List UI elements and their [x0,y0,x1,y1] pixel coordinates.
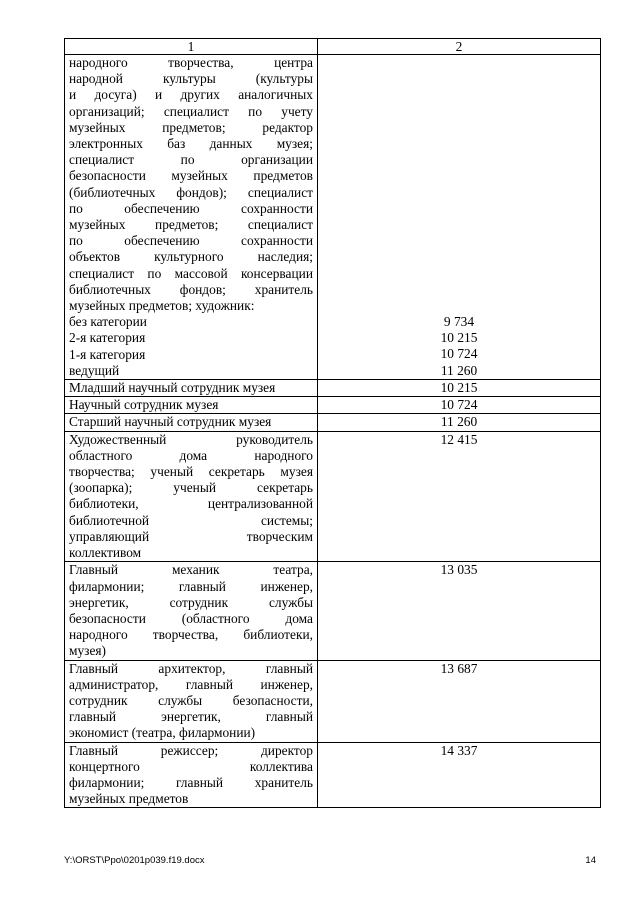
salary-value: 12 415 [440,431,478,447]
category-label: 2-я категория [69,330,146,346]
salary-spacer [322,168,596,184]
position-text-line: безопасности (областного дома [69,610,313,626]
position-text-line: электронных баз данных музея; [69,136,313,152]
position-text-line: главный энергетик, главный [69,709,313,725]
salary-value: 10 215 [440,380,478,396]
position-text-line: Главный механик театра, [69,562,313,578]
position-text-line: энергетик, сотрудник службы [69,594,313,610]
salary-cell [318,431,601,562]
table-row [65,660,601,742]
salary-cell [318,397,601,414]
position-text-line: сотрудник службы безопасности, [69,692,313,708]
salary-value: 13 687 [440,660,478,676]
position-text-line: специалист по массовой консервации [69,265,313,281]
salary-value: 11 260 [440,414,478,430]
salary-cell [318,742,601,808]
position-cell [65,414,318,431]
salary-spacer [322,136,596,152]
salary-spacer [322,55,596,71]
salary-cell [318,562,601,660]
position-text-line: творчества; ученый секретарь музея [69,464,313,480]
position-cell [65,742,318,808]
table-header-row [65,39,601,55]
salary-spacer [322,120,596,136]
position-text-line: коллективом [69,545,142,561]
salary-spacer [322,152,596,168]
position-cell [65,660,318,742]
position-text-line: библиотечных фондов; хранитель [69,281,313,297]
header-col-2: 2 [318,39,601,55]
position-text-line: Художественный руководитель [69,431,313,447]
salary-spacer [322,104,596,120]
salary-value: 10 724 [440,397,478,413]
salary-spacer [322,282,596,298]
salary-spacer [322,201,596,217]
position-text-line: музейных предметов [69,791,189,807]
salary-spacer [322,298,596,314]
category-salary: 9 734 [443,314,475,329]
position-text-line: по обеспечению сохранности [69,200,313,216]
position-text-line: (библиотечных фондов); специалист [69,184,313,200]
position-text-line: музейных предметов; редактор [69,119,313,135]
table-row [65,414,601,431]
position-text-line: музейных предметов; художник: [69,298,255,314]
position-text-line: музейных предметов; специалист [69,217,313,233]
salary-table [64,38,601,808]
salary-spacer [322,249,596,265]
header-col-1: 1 [65,39,318,55]
category-label: без категории [69,314,147,330]
category-salary: 10 724 [440,346,478,362]
position-text-line: библиотечной системы; [69,512,313,528]
position-text-line: (зоопарка); ученый секретарь [69,480,313,496]
position-text-line: народного творчества, центра [69,55,313,70]
position-text-line: Главный архитектор, главный [69,660,313,676]
category-salary: 11 260 [440,362,478,378]
position-text-line: безопасности музейных предметов [69,168,313,184]
position-text-line: Младший научный сотрудник музея [69,380,276,396]
position-text-line: специалист по организации [69,152,313,168]
salary-spacer [322,265,596,281]
category-label: 1-я категория [69,346,146,362]
table-row [65,431,601,562]
salary-cell [318,414,601,431]
salary-spacer [322,185,596,201]
position-text-line: организаций; специалист по учету [69,103,313,119]
position-text-line: филармонии; главный хранитель [69,774,313,790]
footer-page-number: 14 [585,855,596,866]
position-text-line: управляющий творческим [69,528,313,544]
position-text-line: и досуга) и других аналогичных [69,87,313,103]
position-cell [65,397,318,414]
position-text-line: филармонии; главный инженер, [69,578,313,594]
salary-value: 13 035 [440,562,478,578]
position-text-line: народного творчества, библиотеки, [69,627,313,643]
position-text-line: Главный режиссер; директор [69,742,313,758]
position-cell [65,55,318,380]
table-row [65,55,601,380]
salary-cell [318,380,601,397]
position-text-line: экономист (театра, филармонии) [69,725,256,741]
position-cell [65,380,318,397]
table-row [65,380,601,397]
footer-file-path: Y:\ORST\Ppo\0201p039.f19.docx [64,855,205,866]
position-cell [65,431,318,562]
position-text-line: областного дома народного [69,447,313,463]
position-text-line: музея) [69,643,107,659]
position-text-line: Научный сотрудник музея [69,397,219,413]
position-text-line: объектов культурного наследия; [69,249,313,265]
salary-spacer [322,87,596,103]
salary-spacer [322,217,596,233]
position-text-line: Старший научный сотрудник музея [69,414,272,430]
salary-cell [318,660,601,742]
position-cell [65,562,318,660]
salary-spacer [322,233,596,249]
salary-spacer [322,71,596,87]
category-label: ведущий [69,362,120,378]
position-text-line: библиотеки, централизованной [69,496,313,512]
table-row [65,562,601,660]
position-text-line: администратор, главный инженер, [69,676,313,692]
category-salary: 10 215 [440,330,478,346]
position-text-line: концертного коллектива [69,758,313,774]
position-text-line: по обеспечению сохранности [69,233,313,249]
salary-table-body [65,39,601,808]
salary-value: 14 337 [440,742,478,758]
table-row [65,742,601,808]
table-row [65,397,601,414]
salary-cell [318,55,601,380]
position-text-line: народной культуры (культуры [69,71,313,87]
